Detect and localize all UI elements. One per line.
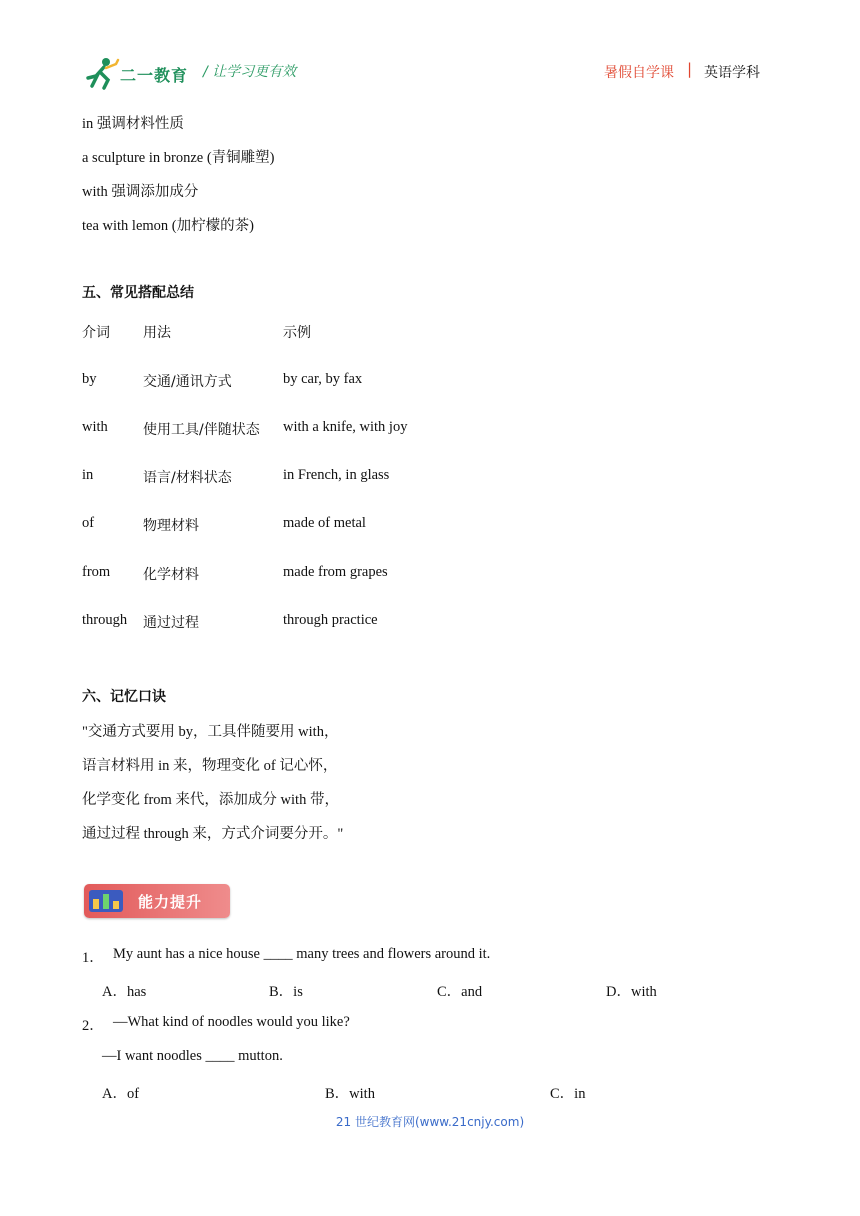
logo	[84, 56, 196, 90]
option-a[interactable]: A．has	[102, 984, 147, 1000]
table-cell: made of metal	[283, 515, 366, 531]
badge-label: 能力提升	[138, 893, 203, 911]
table-cell: in French, in glass	[283, 467, 390, 483]
table-cell: from	[82, 564, 111, 580]
table-cell: 交通/通讯方式	[143, 374, 232, 390]
running-man-icon	[84, 56, 120, 90]
table-cell: 语言/材料状态	[143, 470, 232, 486]
mnemonic-line: "交通方式要用 by，工具伴随要用 with，	[82, 724, 339, 740]
table-cell: 通过过程	[143, 615, 199, 631]
bar-chart-icon	[89, 890, 123, 912]
question-stem: My aunt has a nice house ____ many trees and flowers around it.	[113, 946, 491, 962]
intro-line: tea with lemon (加柠檬的茶)	[82, 218, 254, 234]
option-b[interactable]: B．with	[325, 1086, 375, 1102]
intro-line: a sculpture in bronze (青铜雕塑)	[82, 150, 275, 166]
question-number: 2．	[82, 1018, 104, 1034]
logo-text: 二一教育	[120, 66, 189, 85]
table-cell: by	[82, 371, 97, 387]
table-cell: through	[82, 612, 128, 628]
table-cell: with	[82, 419, 108, 435]
table-cell: 化学材料	[143, 567, 199, 583]
option-a[interactable]: A．of	[102, 1086, 140, 1102]
table-header-cell: 示例	[283, 325, 311, 341]
header-subject: 英语学科	[704, 65, 760, 81]
question-reply: —I want noodles ____ mutton.	[102, 1048, 283, 1064]
table-cell: through practice	[283, 612, 378, 628]
header-slogan: / 让学习更有效	[203, 64, 297, 80]
table-cell: 使用工具/伴随状态	[143, 422, 260, 438]
mnemonic-line: 通过过程 through 来，方式介词要分开。"	[82, 826, 344, 842]
option-c[interactable]: C．and	[437, 984, 483, 1000]
option-b[interactable]: B．is	[269, 984, 303, 1000]
table-cell: made from grapes	[283, 564, 388, 580]
table-cell: of	[82, 515, 95, 531]
table-cell: by car, by fax	[283, 371, 363, 387]
mnemonic-line: 语言材料用 in 来，物理变化 of 记心怀，	[82, 758, 338, 774]
mnemonic-line: 化学变化 from 来代，添加成分 with 带，	[82, 792, 339, 808]
section-title: 六、记忆口诀	[82, 689, 166, 705]
question-number: 1．	[82, 950, 104, 966]
intro-line: with 强调添加成分	[82, 184, 199, 200]
table-header-cell: 介词	[82, 325, 110, 341]
table-cell: 物理材料	[143, 518, 199, 534]
header-course: 暑假自学课	[604, 65, 674, 81]
table-header-cell: 用法	[143, 325, 171, 341]
option-d[interactable]: D．with	[606, 984, 657, 1000]
table-cell: in	[82, 467, 94, 483]
question-stem: —What kind of noodles would you like?	[113, 1014, 350, 1030]
table-cell: with a knife, with joy	[283, 419, 408, 435]
ability-badge	[84, 884, 230, 918]
section-title: 五、常见搭配总结	[82, 285, 194, 301]
page-footer: 21 世纪教育网(www.21cnjy.com)	[335, 1115, 525, 1129]
intro-line: in 强调材料性质	[82, 116, 184, 132]
option-c[interactable]: C．in	[550, 1086, 586, 1102]
header-separator: |	[687, 60, 693, 78]
